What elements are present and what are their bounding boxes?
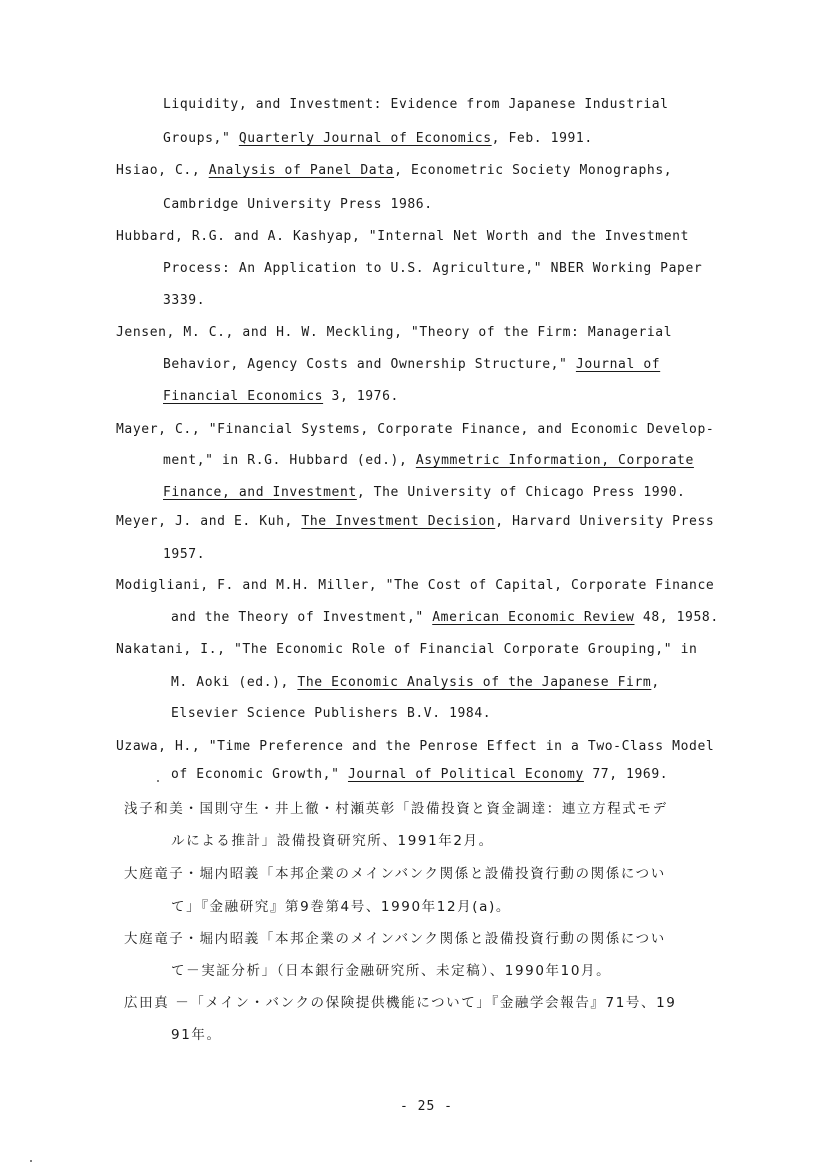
reference-text: , Econometric Society Monographs, <box>394 163 673 178</box>
reference-line <box>124 995 677 1011</box>
reference-line <box>124 801 668 817</box>
reference-line <box>163 197 433 213</box>
reference-text: of Economic Growth," <box>171 767 348 782</box>
reference-line <box>163 293 205 309</box>
reference-text: 大庭竜子・堀内昭義「本邦企業のメインバンク関係と設備投資行動の関係につい <box>124 866 666 882</box>
scan-speck <box>157 780 159 782</box>
reference-line <box>116 163 672 179</box>
reference-line <box>171 675 660 691</box>
reference-line <box>116 422 714 438</box>
reference-title: American Economic Review <box>432 610 635 625</box>
page-number: - 25 - <box>400 1099 453 1114</box>
reference-text: Behavior, Agency Costs and Ownership Structure," <box>163 357 576 372</box>
reference-line <box>171 963 611 979</box>
reference-title: Journal of Political Economy <box>347 767 584 782</box>
reference-title: Quarterly Journal of Economics <box>238 131 492 146</box>
reference-text: and the Theory of Investment," <box>171 610 433 625</box>
reference-text: Jensen, M. C., and H. W. Meckling, "Theory of the Firm: Managerial <box>116 325 673 340</box>
reference-line <box>124 931 666 947</box>
reference-text: , The University of Chicago Press 1990. <box>356 485 686 500</box>
reference-text: Cambridge University Press 1986. <box>163 197 433 212</box>
reference-line <box>116 325 672 341</box>
reference-title: Finance, and Investment <box>163 485 357 500</box>
reference-line <box>171 899 511 915</box>
reference-text: Elsevier Science Publishers B.V. 1984. <box>171 706 492 721</box>
reference-text: ルによる推計」設備投資研究所、1991年2月。 <box>171 833 494 849</box>
reference-text: 3339. <box>163 293 206 308</box>
reference-line <box>116 514 714 530</box>
reference-text: Uzawa, H., "Time Preference and the Penrose Effect in a Two-Class Model <box>116 739 715 754</box>
reference-line <box>124 866 666 882</box>
reference-title: Journal of <box>575 357 661 372</box>
reference-text: Mayer, C., "Financial Systems, Corporate Finance, and Economic Develop- <box>116 422 715 437</box>
scan-speck <box>30 1160 32 1162</box>
reference-title: Asymmetric Information, Corporate <box>415 453 694 468</box>
reference-line <box>171 1027 222 1043</box>
reference-text: Liquidity, and Investment: Evidence from Japanese Industrial <box>163 97 669 112</box>
reference-line <box>163 97 669 113</box>
reference-line <box>163 547 205 563</box>
reference-line <box>163 261 702 277</box>
reference-line <box>163 485 685 501</box>
reference-text: て－実証分析」（日本銀行金融研究所、未定稿）、1990年10月。 <box>171 963 612 979</box>
reference-text: 1957. <box>163 547 206 562</box>
reference-text: 48, 1958. <box>634 610 719 625</box>
reference-text: 大庭竜子・堀内昭義「本邦企業のメインバンク関係と設備投資行動の関係につい <box>124 931 666 947</box>
reference-text: Meyer, J. and E. Kuh, <box>116 514 302 529</box>
reference-title: Analysis of Panel Data <box>208 163 395 178</box>
reference-text: , Harvard University Press <box>495 514 715 529</box>
reference-text: , <box>651 675 660 690</box>
reference-line <box>171 610 719 626</box>
reference-text: 広田真 －「メイン・バンクの保険提供機能について」『金融学会報告』71号、19 <box>124 995 677 1011</box>
reference-line <box>116 642 697 658</box>
reference-title: The Investment Decision <box>301 514 496 529</box>
reference-text: Hubbard, R.G. and A. Kashyap, "Internal Net Worth and the Investment <box>116 229 690 244</box>
reference-line <box>171 767 668 783</box>
reference-text: , Feb. 1991. <box>491 131 593 146</box>
reference-text: Process: An Application to U.S. Agriculture," NBER Working Paper <box>163 261 703 276</box>
reference-text: Modigliani, F. and M.H. Miller, "The Cost of Capital, Corporate Finance <box>116 578 715 593</box>
reference-line <box>171 833 494 849</box>
reference-text: Hsiao, C., <box>116 163 209 178</box>
reference-line <box>116 578 714 594</box>
reference-text: 77, 1969. <box>583 767 669 782</box>
reference-text: 浅子和美・国則守生・井上徹・村瀬英彰「設備投資と資金調達：連立方程式モデ <box>124 801 668 817</box>
reference-line <box>116 229 689 245</box>
reference-text: M. Aoki (ed.), <box>171 675 298 690</box>
reference-text: Groups," <box>163 131 239 146</box>
reference-title: Financial Economics <box>163 389 324 404</box>
reference-line <box>171 706 491 722</box>
reference-text: 3, 1976. <box>323 389 399 404</box>
reference-text: ment," in R.G. Hubbard (ed.), <box>163 453 416 468</box>
reference-text: て」『金融研究』第9巻第4号、1990年12月(a)。 <box>171 899 511 915</box>
reference-line <box>163 357 660 373</box>
reference-line <box>163 389 399 405</box>
reference-line <box>116 739 714 755</box>
reference-text: Nakatani, I., "The Economic Role of Financial Corporate Grouping," in <box>116 642 698 657</box>
reference-line <box>163 131 593 147</box>
reference-text: 91年。 <box>171 1027 222 1043</box>
reference-line <box>163 453 694 469</box>
reference-title: The Economic Analysis of the Japanese Firm <box>297 675 652 690</box>
